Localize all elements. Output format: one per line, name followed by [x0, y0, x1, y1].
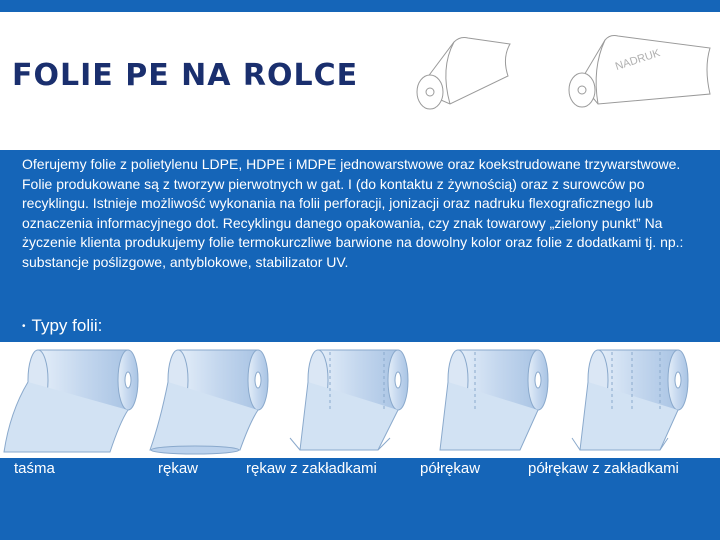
type-caption-polrekaw-z-zakladkami: półrękaw z zakładkami — [528, 460, 679, 477]
film-types-illustration — [0, 342, 720, 458]
bullet-icon: • — [22, 321, 26, 333]
roll-tasma — [4, 350, 138, 452]
film-rolls-illustration — [410, 28, 720, 118]
roll-rekaw-z-zakladkami — [290, 350, 408, 450]
types-heading-text: Typy folii: — [31, 316, 103, 335]
type-caption-polrekaw: półrękaw — [420, 460, 481, 477]
roll-polrekaw — [440, 350, 548, 450]
roll-rekaw — [150, 350, 268, 454]
type-caption-rekaw-z-zakladkami: rękaw z zakładkami — [246, 460, 377, 477]
page-title: FOLIE PE NA ROLCE — [12, 58, 359, 93]
type-caption-rekaw: rękaw — [158, 460, 199, 477]
description-text: Oferujemy folie z polietylenu LDPE, HDPE i MDPE jednowarstwowe oraz koekstrudowane trzywarstwowe. Folie produkowane są z tworzyw pierwotnych w gat. I (do kontaktu z żywnością) oraz z surowców po recyklingu. Istnieje możliwość wykonania na folii perforacji, jonizacji oraz nadruku flexograficznego lub oznaczenia informacyjnego dot. Recyklingu danego opakowania, czy znak towarowy „zielony punkt” Na życzenie klienta produkujemy folie termokurczliwe barwione na dowolny kolor oraz folie z dodatkami tj. np.: substancje poślizgowe, antyblokowe, stabilizator UV. — [22, 156, 684, 270]
hero-print-label: NADRUK — [613, 47, 662, 73]
type-caption-tasma: taśma — [14, 460, 55, 477]
roll-polrekaw-z-zakladkami — [572, 350, 688, 450]
top-accent-bar — [0, 0, 720, 12]
types-heading — [22, 316, 102, 336]
